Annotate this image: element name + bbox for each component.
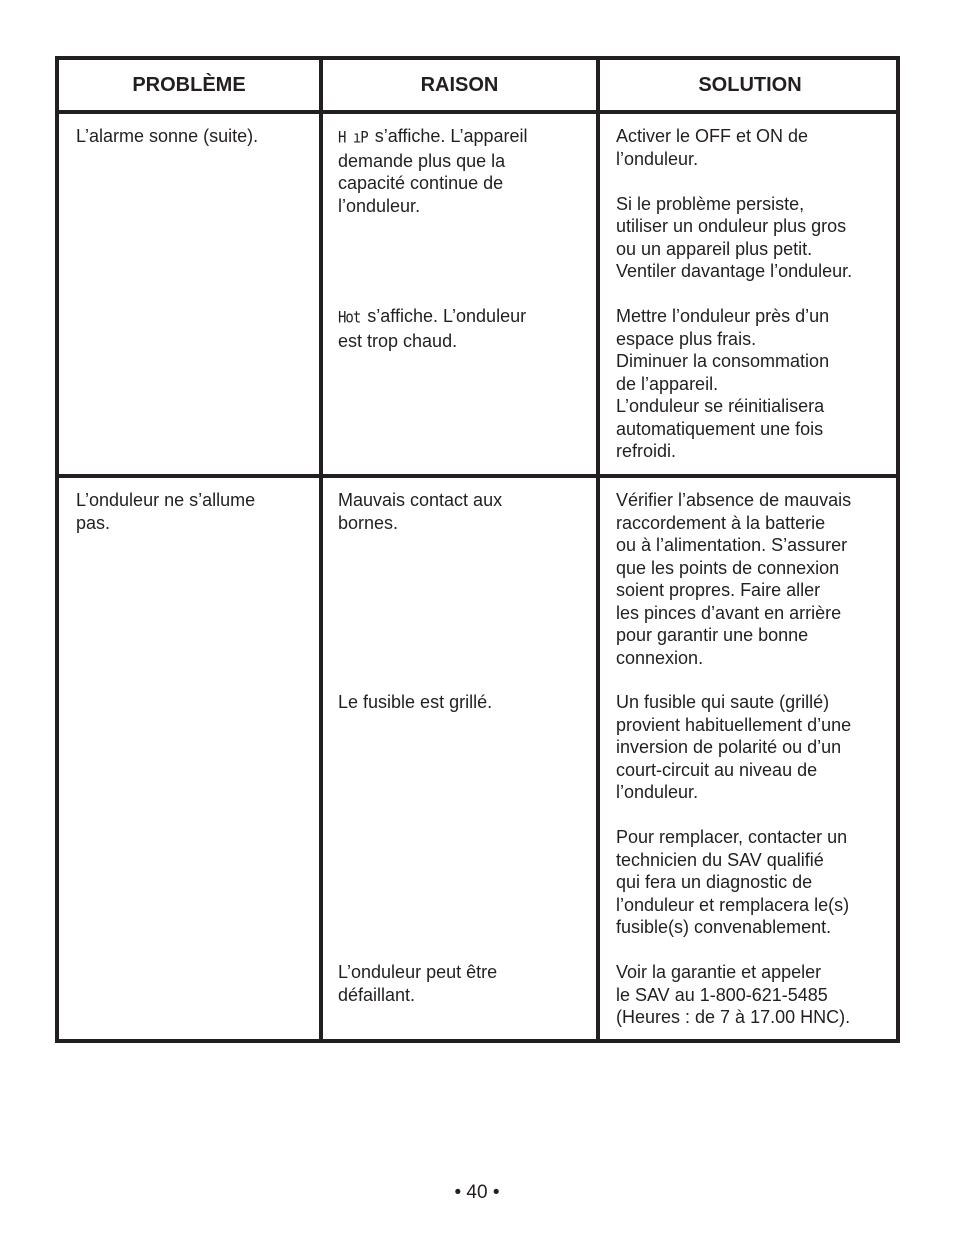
column-divider xyxy=(596,60,600,1039)
header-reason: RAISON xyxy=(420,73,499,96)
solution-cell: Vérifier l’absence de mauvais raccordement à la batterie ou à l’alimentation. S’assurer que les points de connexion soient propres. Faire aller les pinces d’avant en arrière pour garantir une bonne connexion. xyxy=(616,490,852,668)
display-code: H ıP xyxy=(338,128,368,148)
problem-cell: L’onduleur ne s’allume pas. xyxy=(76,490,256,533)
solution-cell: Un fusible qui saute (grillé) provient habituellement d’une inversion de polarité ou d’un court-circuit au niveau de l’onduleur. Pour remplacer, contacter un technicien du SAV qualifié qui fera un diagnostic de l’onduleur et remplacera le(s) fusible(s) convenablement. xyxy=(616,692,852,937)
solution-cell: Activer le OFF et ON de l’onduleur. Si le problème persiste, utiliser un onduleur plus gros ou un appareil plus petit. Ventiler davantage l’onduleur. xyxy=(616,126,853,281)
reason-cell xyxy=(338,305,588,352)
reason-cell: Le fusible est grillé. xyxy=(338,692,493,712)
problem-cell: L’alarme sonne (suite). xyxy=(76,126,259,146)
header-problem: PROBLÈME xyxy=(132,73,246,96)
column-divider xyxy=(319,60,323,1039)
troubleshooting-table xyxy=(55,56,900,1043)
solution-cell: Voir la garantie et appeler le SAV au 1-800-621-5485 (Heures : de 7 à 17.00 HNC). xyxy=(616,962,851,1027)
header-solution: SOLUTION xyxy=(698,73,802,96)
reason-text: s’affiche. L’appareil demande plus que la capacité continue de l’onduleur. xyxy=(338,126,528,216)
solution-cell: Mettre l’onduleur près d’un espace plus frais. Diminuer la consommation de l’appareil. L’onduleur se réinitialisera automatiquement une fois refroidi. xyxy=(616,306,830,461)
display-code: Hot xyxy=(338,308,361,328)
reason-text: s’affiche. L’onduleur est trop chaud. xyxy=(338,306,527,351)
header-divider xyxy=(59,110,896,114)
reason-cell: Mauvais contact aux bornes. xyxy=(338,490,503,533)
reason-cell xyxy=(338,125,588,217)
page-number: • 40 • xyxy=(454,1182,500,1203)
reason-cell: L’onduleur peut être défaillant. xyxy=(338,962,498,1005)
row-divider xyxy=(59,474,896,478)
